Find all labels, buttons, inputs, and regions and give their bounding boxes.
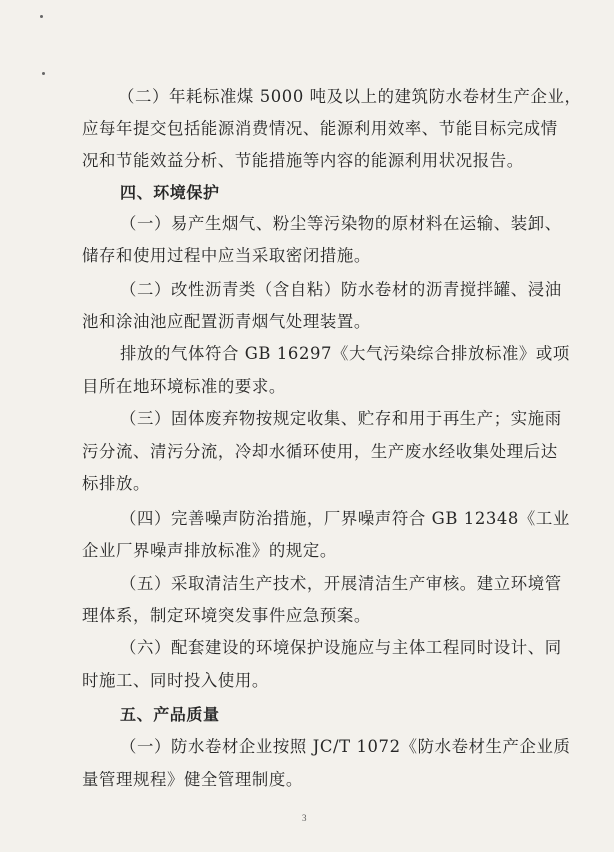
paragraph-line: （四）完善噪声防治措施，厂界噪声符合 GB 12348《工业 bbox=[120, 509, 570, 528]
paragraph-line: 标排放。 bbox=[82, 474, 150, 493]
paragraph-line: 况和节能效益分析、节能措施等内容的能源利用状况报告。 bbox=[82, 151, 524, 170]
paragraph-line: 目所在地环境标准的要求。 bbox=[82, 377, 286, 396]
paragraph-line: 量管理规程》健全管理制度。 bbox=[82, 770, 303, 789]
section-heading-product-quality: 五、产品质量 bbox=[120, 705, 220, 724]
paragraph-line: 污分流、清污分流，冷却水循环使用，生产废水经收集处理后达 bbox=[82, 442, 558, 461]
paragraph-line: 理体系，制定环境突发事件应急预案。 bbox=[82, 606, 371, 625]
paragraph-line: 应每年提交包括能源消费情况、能源利用效率、节能目标完成情 bbox=[82, 119, 558, 138]
paragraph-line: 企业厂界噪声排放标准》的规定。 bbox=[82, 541, 337, 560]
section-heading-environment: 四、环境保护 bbox=[120, 183, 220, 202]
paragraph-line: （三）固体废弃物按规定收集、贮存和用于再生产；实施雨 bbox=[120, 409, 562, 428]
paragraph-line: （一）易产生烟气、粉尘等污染物的原材料在运输、装卸、 bbox=[120, 214, 562, 233]
paragraph-line: （二）改性沥青类（含自粘）防水卷材的沥青搅拌罐、浸油 bbox=[120, 280, 562, 299]
paragraph-line: 时施工、同时投入使用。 bbox=[82, 671, 269, 690]
paragraph-line: 池和涂油池应配置沥青烟气处理装置。 bbox=[82, 312, 371, 331]
scan-speck bbox=[40, 15, 43, 18]
paragraph-line: （五）采取清洁生产技术，开展清洁生产审核。建立环境管 bbox=[120, 574, 562, 593]
paragraph-line: （二）年耗标准煤 5000 吨及以上的建筑防水卷材生产企业， bbox=[118, 87, 582, 106]
paragraph-line: （六）配套建设的环境保护设施应与主体工程同时设计、同 bbox=[120, 638, 562, 657]
scan-speck bbox=[42, 72, 45, 75]
paragraph-line: 储存和使用过程中应当采取密闭措施。 bbox=[82, 246, 371, 265]
page-number: 3 bbox=[302, 813, 307, 823]
paragraph-line: （一）防水卷材企业按照 JC/T 1072《防水卷材生产企业质 bbox=[120, 737, 571, 756]
paragraph-line: 排放的气体符合 GB 16297《大气污染综合排放标准》或项 bbox=[120, 344, 570, 363]
